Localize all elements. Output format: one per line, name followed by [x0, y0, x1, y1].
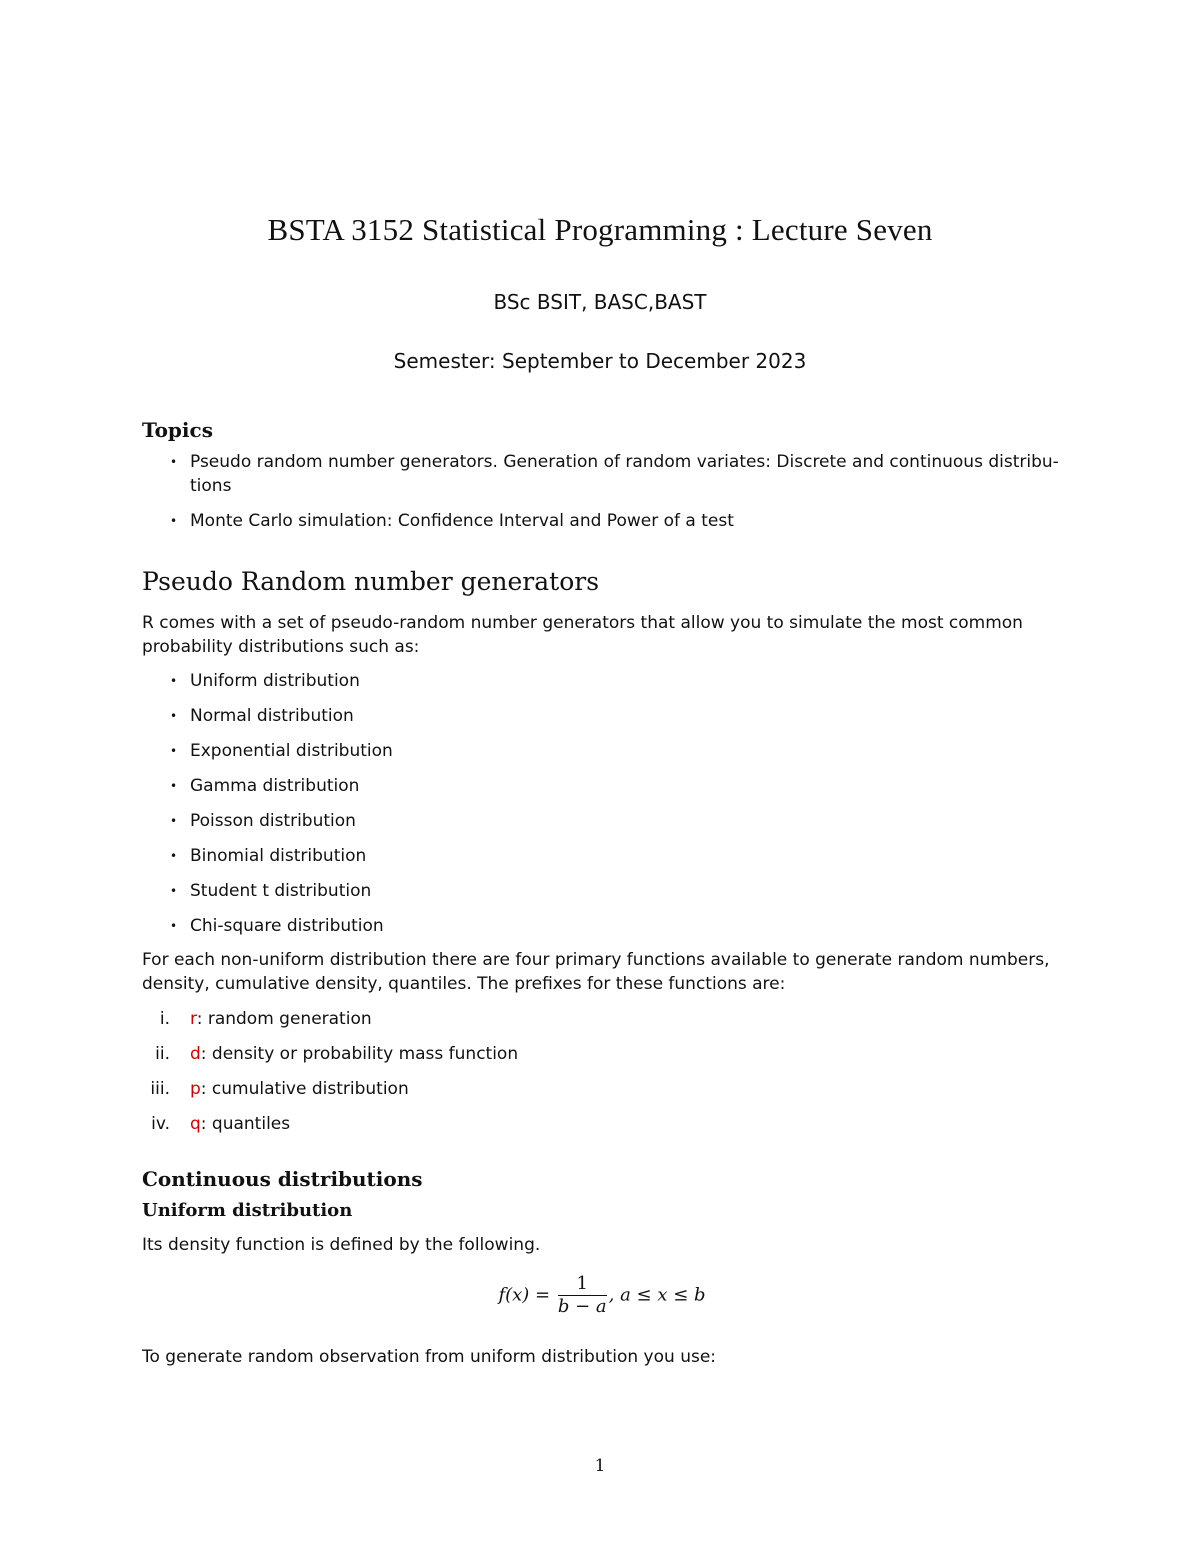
list-number: ii. [155, 1044, 170, 1064]
bullet-icon: • [170, 849, 178, 863]
list-item: i. r: random generation [142, 1007, 1062, 1042]
uniform-density-formula [142, 1273, 1062, 1343]
list-item: ii. d: density or probability mass function [142, 1042, 1062, 1077]
list-item: • Chi-square distribution [170, 916, 384, 936]
document-programs: BSc BSIT, BASC,BAST [493, 290, 707, 314]
document-body [142, 414, 1062, 1369]
continuous-heading: Continuous distributions [142, 1167, 423, 1191]
prefix-code: d [190, 1044, 201, 1064]
generate-text: To generate random observation from uniform distribution you use: [142, 1347, 717, 1367]
bullet-icon: • [170, 744, 178, 758]
bullet-icon: • [170, 709, 178, 723]
page-number: 1 [594, 1456, 606, 1476]
bullet-icon: • [170, 514, 178, 528]
density-text: Its density function is defined by the following. [142, 1235, 541, 1255]
bullet-icon: • [170, 455, 178, 469]
bullet-icon: • [170, 884, 178, 898]
topics-list [142, 450, 1062, 533]
list-item: • Exponential distribution [170, 741, 393, 761]
list-item: • Normal distribution [170, 706, 354, 726]
uniform-heading: Uniform distribution [142, 1200, 353, 1221]
prefix-code: p [190, 1079, 201, 1099]
bullet-icon: • [170, 674, 178, 688]
bullet-icon: • [170, 919, 178, 933]
topics-heading: Topics [142, 418, 213, 442]
section-heading-prng: Pseudo Random number generators [142, 567, 600, 596]
list-item: iv. q: quantiles [142, 1112, 1062, 1147]
list-item: • Uniform distribution [170, 671, 360, 691]
list-item: iii. p: cumulative distribution [142, 1077, 1062, 1112]
prng-intro: R comes with a set of pseudo-random number generators that allow you to simulate the most common probability distributions such as: [142, 613, 1023, 657]
formula-rhs: , a ≤ x ≤ b [608, 1284, 706, 1306]
list-item: • Pseudo random number generators. Generation of random variates: Discrete and continuous distribu-tions [170, 452, 1059, 496]
distribution-list [142, 669, 1062, 948]
document-title: BSTA 3152 Statistical Programming : Lecture Seven [267, 212, 933, 247]
list-number: i. [159, 1009, 170, 1029]
formula-numerator: 1 [558, 1273, 607, 1296]
prefix-list [142, 1007, 1062, 1147]
prefix-code: r [190, 1009, 197, 1029]
formula-lhs: f(x) = [498, 1284, 551, 1306]
formula-fraction [558, 1273, 607, 1318]
list-item: • Gamma distribution [170, 776, 360, 796]
document-semester: Semester: September to December 2023 [393, 349, 807, 373]
list-item: • Binomial distribution [170, 846, 367, 866]
prefix-code: q [190, 1114, 201, 1134]
list-item: • Monte Carlo simulation: Confidence Interval and Power of a test [170, 511, 734, 531]
list-number: iii. [150, 1079, 170, 1099]
bullet-icon: • [170, 779, 178, 793]
bullet-icon: • [170, 814, 178, 828]
list-item: • Student t distribution [170, 881, 372, 901]
list-item: • Poisson distribution [170, 811, 356, 831]
formula-denominator: b − a [557, 1296, 607, 1317]
functions-intro: For each non-uniform distribution there are four primary functions available to generate random numbers, density, cumulative density, quantiles. The prefixes for these functions are: [142, 950, 1050, 994]
list-number: iv. [151, 1114, 170, 1134]
